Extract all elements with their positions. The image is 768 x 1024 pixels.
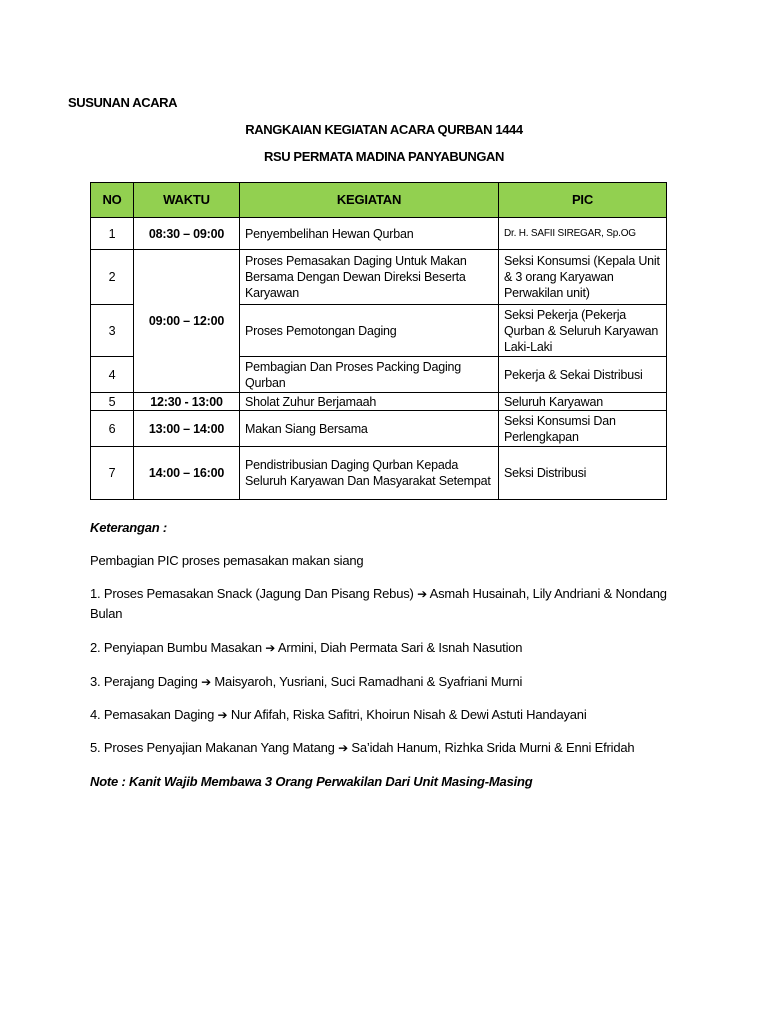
table-row: [91, 447, 667, 500]
column-header-waktu: WAKTU: [134, 183, 240, 218]
section-title: SUSUNAN ACARA: [68, 95, 178, 110]
note-task: 5. Proses Penyajian Makanan Yang Matang: [90, 740, 335, 755]
table-row: [91, 411, 667, 447]
row-activity: Pembagian Dan Proses Packing Daging Qurban: [240, 357, 499, 393]
note-item: [90, 705, 680, 725]
footer-note: Note : Kanit Wajib Membawa 3 Orang Perwakilan Dari Unit Masing-Masing: [90, 774, 533, 789]
row-no: 3: [91, 305, 134, 357]
row-pic: Seluruh Karyawan: [499, 393, 667, 411]
row-time: 08:30 – 09:00: [134, 218, 240, 250]
row-activity: Makan Siang Bersama: [240, 411, 499, 447]
row-no: 2: [91, 250, 134, 305]
table-row: [91, 250, 667, 305]
arrow-right-icon: ➔: [201, 675, 211, 689]
note-people: Asmah Husainah, Lily Andriani & Nondang Bulan: [90, 586, 667, 621]
table-header-row: [91, 183, 667, 218]
row-time: 14:00 – 16:00: [134, 447, 240, 500]
notes-intro: Pembagian PIC proses pemasakan makan siang: [90, 553, 364, 568]
column-header-no: NO: [91, 183, 134, 218]
row-activity: Proses Pemotongan Daging: [240, 305, 499, 357]
row-no: 1: [91, 218, 134, 250]
document-subtitle: RSU PERMATA MADINA PANYABUNGAN: [263, 149, 505, 164]
note-item: [90, 638, 680, 658]
row-time: 13:00 – 14:00: [134, 411, 240, 447]
row-no: 4: [91, 357, 134, 393]
note-people: Nur Afifah, Riska Safitri, Khoirun Nisah & Dewi Astuti Handayani: [230, 707, 587, 722]
row-activity: Pendistribusian Daging Qurban Kepada Seluruh Karyawan Dan Masyarakat Setempat: [240, 447, 499, 500]
notes-label: Keterangan :: [90, 520, 168, 535]
row-pic: Pekerja & Sekai Distribusi: [499, 357, 667, 393]
row-no: 5: [91, 393, 134, 411]
row-time: 12:30 - 13:00: [134, 393, 240, 411]
row-pic: Seksi Pekerja (Pekerja Qurban & Seluruh Karyawan Laki-Laki: [499, 305, 667, 357]
note-people: Maisyaroh, Yusriani, Suci Ramadhani & Syafriani Murni: [214, 674, 523, 689]
schedule-table: [90, 182, 667, 500]
table-row: [91, 218, 667, 250]
row-pic: Seksi Konsumsi Dan Perlengkapan: [499, 411, 667, 447]
column-header-kegiatan: KEGIATAN: [240, 183, 499, 218]
row-pic: Seksi Konsumsi (Kepala Unit & 3 orang Karyawan Perwakilan unit): [499, 250, 667, 305]
row-activity: Sholat Zuhur Berjamaah: [240, 393, 499, 411]
arrow-right-icon: ➔: [265, 641, 276, 655]
note-task: 3. Perajang Daging: [90, 674, 198, 689]
row-pic: Seksi Distribusi: [499, 447, 667, 500]
note-task: 1. Proses Pemasakan Snack (Jagung Dan Pisang Rebus): [90, 586, 414, 601]
arrow-right-icon: ➔: [338, 741, 348, 755]
note-item: [90, 584, 680, 624]
note-task: 2. Penyiapan Bumbu Masakan: [90, 640, 262, 655]
note-item: [90, 672, 680, 692]
table-row: [91, 393, 667, 411]
row-activity: Proses Pemasakan Daging Untuk Makan Bersama Dengan Dewan Direksi Beserta Karyawan: [240, 250, 499, 305]
row-no: 6: [91, 411, 134, 447]
arrow-right-icon: ➔: [217, 708, 228, 722]
row-activity: Penyembelihan Hewan Qurban: [240, 218, 499, 250]
note-task: 4. Pemasakan Daging: [90, 707, 215, 722]
note-people: Armini, Diah Permata Sari & Isnah Nasution: [277, 640, 523, 655]
document-title: RANGKAIAN KEGIATAN ACARA QURBAN 1444: [245, 122, 523, 137]
row-pic: Dr. H. SAFII SIREGAR, Sp.OG: [499, 218, 667, 250]
row-time: 09:00 – 12:00: [134, 250, 240, 393]
note-item: [90, 738, 680, 758]
arrow-right-icon: ➔: [417, 587, 427, 601]
note-people: Sa’idah Hanum, Rizhka Srida Murni & Enni Efridah: [351, 740, 635, 755]
row-no: 7: [91, 447, 134, 500]
column-header-pic: PIC: [499, 183, 667, 218]
